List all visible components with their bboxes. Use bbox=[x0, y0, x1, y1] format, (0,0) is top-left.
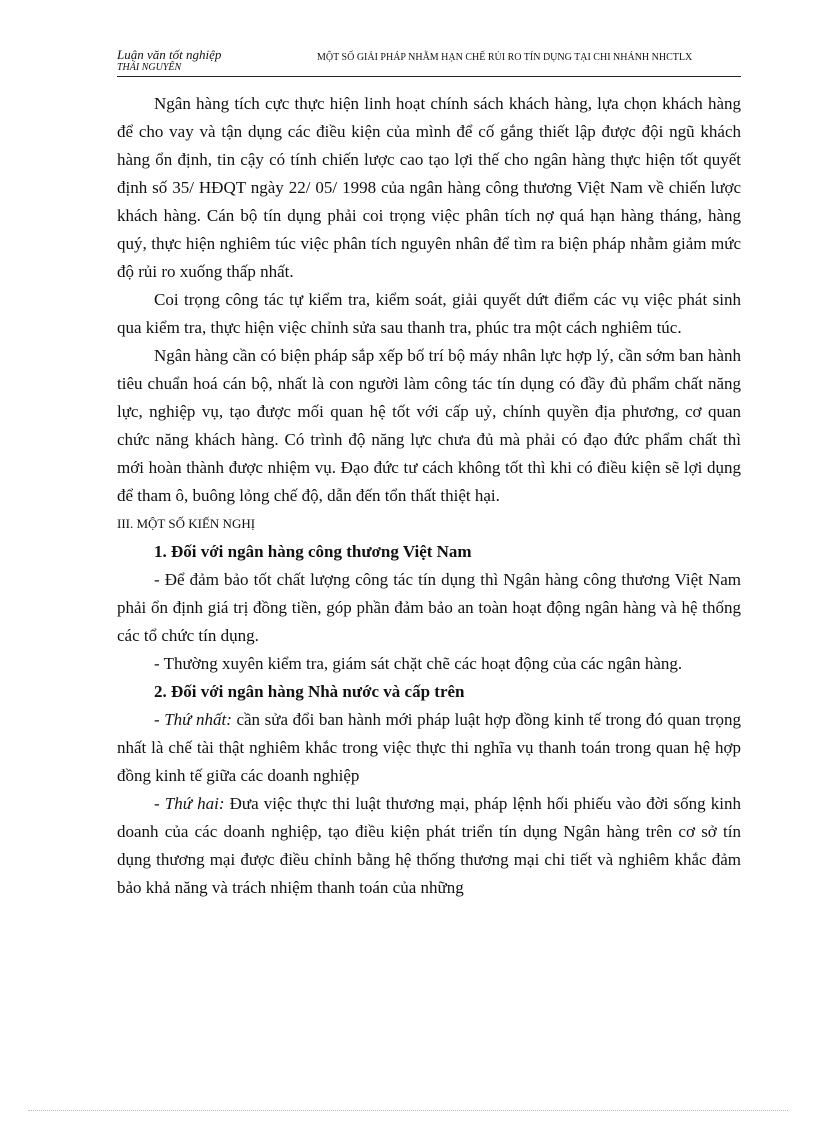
second-recommendation-lead: - Thứ hai: bbox=[154, 794, 225, 813]
page-bottom-divider bbox=[28, 1110, 788, 1111]
page-header bbox=[117, 48, 741, 77]
paragraph-staff-arrangement: Ngân hàng cần có biện pháp sắp xếp bố trí bộ máy nhân lực hợp lý, cần sớm ban hành tiêu chuẩn hoá cán bộ, nhất là con người làm công tác tín dụng có đầy đủ phẩm chất năng lực, nghiệp vụ, tạo được mối quan hệ tốt với cấp uỷ, chính quyền địa phương, cơ quan chức năng khách hàng. Có trình độ năng lực chưa đủ mà phải có đạo đức phẩm chất thì mới hoàn thành được nhiệm vụ. Đạo đức tư cách không tốt thì khi có điều kiện sẽ lợi dụng để tham ô, buông lỏng chế độ, dẫn đến tổn thất thiệt hại. bbox=[117, 346, 741, 505]
paragraph-credit-quality: - Để đảm bảo tốt chất lượng công tác tín dụng thì Ngân hàng công thương Việt Nam phải ổn định giá trị đồng tiền, góp phần đảm bảo an toàn hoạt động ngân hàng và hệ thống các tổ chức tín dụng. bbox=[117, 570, 741, 645]
paragraph-first-recommendation bbox=[117, 706, 741, 790]
document-body bbox=[117, 90, 741, 902]
subheading-state-bank: 2. Đối với ngân hàng Nhà nước và cấp trên bbox=[154, 682, 465, 701]
header-document-title: MỘT SỐ GIẢI PHÁP NHẰM HẠN CHẾ RỦI RO TÍN DỤNG TẠI CHI NHÁNH NHCTLX bbox=[317, 52, 693, 63]
header-left bbox=[117, 48, 221, 73]
first-recommendation-text: cần sửa đổi ban hành mới pháp luật hợp đồng kinh tế trong đó quan trọng nhất là chế tài thật nghiêm khắc trong việc thực thi nghĩa vụ thanh toán trong quan hệ hợp đồng kinh tế giữa các doanh nghiệp bbox=[117, 710, 741, 785]
second-recommendation-text: Đưa việc thực thi luật thương mại, pháp lệnh hối phiếu vào đời sống kinh doanh của các doanh nghiệp, tạo điều kiện phát triển tín dụng Ngân hàng trên cơ sở tín dụng thương mại được điều chỉnh bằng hệ thống thương mại chi tiết và nghiêm khắc đảm bảo khả năng và trách nhiệm thanh toán của những bbox=[117, 794, 741, 897]
subheading-vietinbank: 1. Đối với ngân hàng công thương Việt Nam bbox=[154, 542, 472, 561]
header-thesis-label: Luận văn tốt nghiệp bbox=[117, 47, 222, 62]
header-thesis-sublabel: THÁI NGUYÊN bbox=[117, 62, 182, 73]
paragraph-customer-policy: Ngân hàng tích cực thực hiện linh hoạt chính sách khách hàng, lựa chọn khách hàng để cho vay và tận dụng các điều kiện của mình để cố gắng thiết lập được đội ngũ khách hàng ổn định, tin cậy có tính chiến lược cao tạo lợi thế cho ngân hàng thực hiện tốt quyết định số 35/ HĐQT ngày 22/ 05/ 1998 của ngân hàng công thương Việt Nam về chiến lược khách hàng. Cán bộ tín dụng phải coi trọng việc phân tích nợ quá hạn hàng tháng, hàng quý, thực hiện nghiêm túc việc phân tích nguyên nhân để tìm ra biện pháp nhằm giảm mức độ rủi ro xuống thấp nhất. bbox=[117, 94, 741, 281]
first-recommendation-lead: - Thứ nhất: bbox=[154, 710, 232, 729]
paragraph-second-recommendation bbox=[117, 790, 741, 902]
paragraph-regular-inspection: - Thường xuyên kiểm tra, giám sát chặt chẽ các hoạt động của các ngân hàng. bbox=[154, 654, 683, 673]
paragraph-self-inspection: Coi trọng công tác tự kiểm tra, kiểm soát, giải quyết dứt điểm các vụ việc phát sinh qua kiểm tra, thực hiện việc chỉnh sửa sau thanh tra, phúc tra một cách nghiêm túc. bbox=[117, 290, 741, 337]
section-heading-recommendations: III. MỘT SỐ KIẾN NGHỊ bbox=[117, 516, 256, 531]
